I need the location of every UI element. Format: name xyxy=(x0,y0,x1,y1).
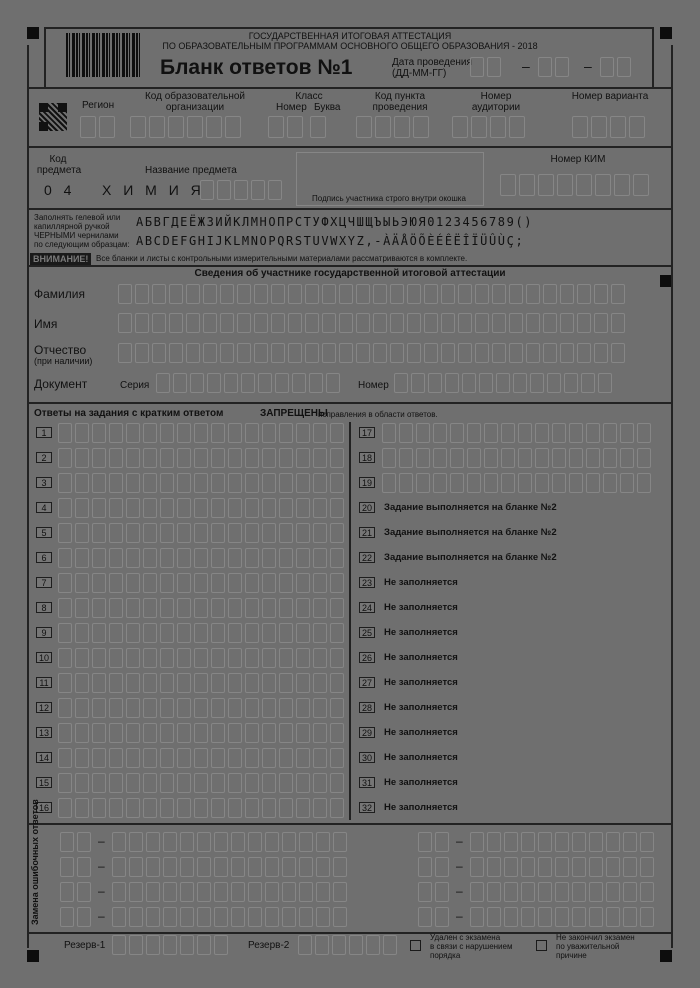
answer-cells[interactable] xyxy=(58,798,344,818)
replacement-number-cells[interactable] xyxy=(60,857,91,877)
answer-note: Не заполняется xyxy=(384,652,458,663)
replacement-dash: – xyxy=(456,884,463,898)
removed-checkbox[interactable] xyxy=(410,940,421,951)
divider xyxy=(27,208,673,210)
date-format-label: (ДД-ММ-ГГ) xyxy=(392,68,447,79)
answer-cells[interactable] xyxy=(58,723,344,743)
replacement-dash: – xyxy=(98,884,105,898)
replacement-answer-cells[interactable] xyxy=(470,857,654,877)
subject-code-value: 0 4 xyxy=(44,182,76,198)
answer-cells[interactable] xyxy=(382,423,651,443)
answer-cells[interactable] xyxy=(58,673,344,693)
answer-number: 2 xyxy=(36,452,52,463)
date-dash: – xyxy=(522,58,530,74)
series-label: Серия xyxy=(120,380,150,391)
reserve-1-label: Резерв-1 xyxy=(64,940,106,951)
subject-name-cells[interactable] xyxy=(200,180,282,200)
participant-section-title: Сведения об участнике государственной итоговой аттестации xyxy=(194,268,506,279)
frame-right-edge xyxy=(671,45,673,948)
answer-cells[interactable] xyxy=(58,423,344,443)
org-code-cells[interactable] xyxy=(130,116,241,138)
point-code-label: Код пункта xyxy=(374,91,426,102)
replacement-label-line1: Замена xyxy=(30,892,40,925)
answer-note: Не заполняется xyxy=(384,752,458,763)
divider xyxy=(27,823,673,825)
reserve-1-cells[interactable] xyxy=(112,935,228,955)
divider xyxy=(27,265,673,267)
replacement-dash: – xyxy=(98,834,105,848)
point-code-cells[interactable] xyxy=(356,116,429,138)
forbidden-note: исправления в области ответов. xyxy=(318,410,438,419)
answer-note: Задание выполняется на бланке №2 xyxy=(384,527,557,538)
removed-text-1: Удален с экзамена xyxy=(430,933,501,942)
answer-number: 29 xyxy=(359,727,375,738)
answer-note: Не заполняется xyxy=(384,702,458,713)
answer-note: Не заполняется xyxy=(384,627,458,638)
answer-number: 9 xyxy=(36,627,52,638)
answer-number: 16 xyxy=(36,802,52,813)
answer-note: Не заполняется xyxy=(384,602,458,613)
answer-number: 30 xyxy=(359,752,375,763)
document-label: Документ xyxy=(34,377,88,391)
registration-marker-bottom-right xyxy=(660,950,672,962)
variant-cells[interactable] xyxy=(572,116,645,138)
answer-number: 21 xyxy=(359,527,375,538)
patronymic-cells[interactable] xyxy=(118,343,625,363)
answer-number: 18 xyxy=(359,452,375,463)
answer-number: 24 xyxy=(359,602,375,613)
room-label-2: аудитории xyxy=(471,102,521,113)
number-label: Номер xyxy=(358,380,389,391)
replacement-answer-cells[interactable] xyxy=(470,907,654,927)
replacement-label xyxy=(30,799,40,925)
qr-code xyxy=(39,103,67,131)
replacement-number-cells[interactable] xyxy=(60,832,91,852)
answer-cells[interactable] xyxy=(58,748,344,768)
answer-cells[interactable] xyxy=(58,448,344,468)
subject-code-label-2: предмета xyxy=(36,165,82,176)
number-cells[interactable] xyxy=(394,373,612,393)
class-label: Класс xyxy=(295,91,323,102)
answer-cells[interactable] xyxy=(58,773,344,793)
forbidden-note-bold: ЗАПРЕЩЕНЫ xyxy=(260,408,328,419)
answer-note: Не заполняется xyxy=(384,802,458,813)
warning-text: Все бланки и листы с контрольными измерительными материалами рассматриваются в комплекте. xyxy=(96,254,468,263)
answer-number: 10 xyxy=(36,652,52,663)
name-label: Имя xyxy=(34,317,58,331)
series-cells[interactable] xyxy=(156,373,340,393)
class-letter-cells[interactable] xyxy=(310,116,326,138)
class-number-cells[interactable] xyxy=(268,116,303,138)
answer-number: 22 xyxy=(359,552,375,563)
not-finished-text-2: по уважительной xyxy=(556,942,620,951)
answer-note: Не заполняется xyxy=(384,777,458,788)
org-code-label-2: организации xyxy=(165,102,225,113)
sample-characters-cyrillic: АБВГДЕЁЖЗИЙКЛМНОПРСТУФХЦЧШЩЪЫЬЭЮЯ0123456789() xyxy=(136,215,534,229)
replacement-answer-cells[interactable] xyxy=(112,857,347,877)
signature-note: Подпись участника строго внутри окошка xyxy=(312,194,466,203)
divider xyxy=(27,146,673,148)
registration-marker-top-right xyxy=(660,27,672,39)
answer-cells[interactable] xyxy=(58,698,344,718)
kim-cells[interactable] xyxy=(500,174,649,196)
date-dash: – xyxy=(584,58,592,74)
barcode xyxy=(66,33,140,77)
reserve-2-cells[interactable] xyxy=(298,935,397,955)
answers-title: Ответы на задания с кратким ответом xyxy=(34,408,224,419)
answer-number: 20 xyxy=(359,502,375,513)
replacement-number-cells[interactable] xyxy=(60,882,91,902)
answer-number: 26 xyxy=(359,652,375,663)
org-code-label: Код образовательной xyxy=(144,91,246,102)
answer-cells[interactable] xyxy=(58,523,344,543)
subject-code-label: Код xyxy=(49,154,67,165)
answer-number: 1 xyxy=(36,427,52,438)
answer-number: 17 xyxy=(359,427,375,438)
registration-marker-bottom-left xyxy=(27,950,39,962)
answer-number: 4 xyxy=(36,502,52,513)
replacement-dash: – xyxy=(456,834,463,848)
replacement-number-cells[interactable] xyxy=(60,907,91,927)
answer-note: Не заполняется xyxy=(384,727,458,738)
patronymic-note: (при наличии) xyxy=(34,356,93,366)
replacement-number-cells[interactable] xyxy=(418,857,449,877)
replacement-answer-cells[interactable] xyxy=(470,882,654,902)
replacement-dash: – xyxy=(456,859,463,873)
answer-cells[interactable] xyxy=(58,623,344,643)
date-cells-day[interactable] xyxy=(470,57,501,77)
answer-number: 8 xyxy=(36,602,52,613)
replacement-answer-cells[interactable] xyxy=(112,907,347,927)
answer-cells[interactable] xyxy=(58,498,344,518)
answer-cells[interactable] xyxy=(58,548,344,568)
surname-label: Фамилия xyxy=(34,287,85,301)
answer-number: 25 xyxy=(359,627,375,638)
removed-text-2: в связи с нарушением xyxy=(430,942,513,951)
answer-number: 7 xyxy=(36,577,52,588)
answer-number: 11 xyxy=(36,677,52,688)
patronymic-label: Отчество xyxy=(34,343,87,357)
answer-note: Задание выполняется на бланке №2 xyxy=(384,552,557,563)
header-title-line2: ПО ОБРАЗОВАТЕЛЬНЫМ ПРОГРАММАМ ОСНОВНОГО ОБЩЕГО ОБРАЗОВАНИЯ - 2018 xyxy=(162,41,538,51)
replacement-dash: – xyxy=(98,909,105,923)
answer-cells[interactable] xyxy=(58,648,344,668)
removed-text-3: порядка xyxy=(430,951,461,960)
region-cells[interactable] xyxy=(80,116,115,138)
name-cells[interactable] xyxy=(118,313,625,333)
answer-number: 23 xyxy=(359,577,375,588)
replacement-number-cells[interactable] xyxy=(418,907,449,927)
answer-note: Задание выполняется на бланке №2 xyxy=(384,502,557,513)
answers-column-divider xyxy=(349,422,351,820)
registration-marker-top-left xyxy=(27,27,39,39)
answer-number: 32 xyxy=(359,802,375,813)
divider xyxy=(27,402,673,404)
class-number-label: Номер xyxy=(276,102,307,113)
replacement-answer-cells[interactable] xyxy=(470,832,654,852)
answer-number: 31 xyxy=(359,777,375,788)
subject-name-label: Название предмета xyxy=(145,165,237,176)
not-finished-text-1: Не закончил экзамен xyxy=(556,933,635,942)
room-cells[interactable] xyxy=(452,116,525,138)
header-title-line1: ГОСУДАРСТВЕННАЯ ИТОГОВАЯ АТТЕСТАЦИЯ xyxy=(248,31,452,41)
frame-left-edge xyxy=(27,45,29,948)
answer-note: Не заполняется xyxy=(384,677,458,688)
answer-number: 15 xyxy=(36,777,52,788)
answer-cells[interactable] xyxy=(58,598,344,618)
replacement-label-line2: ошибочных ответов xyxy=(30,799,40,890)
answer-note: Не заполняется xyxy=(384,577,458,588)
answer-number: 19 xyxy=(359,477,375,488)
not-finished-text-3: причине xyxy=(556,951,587,960)
divider xyxy=(27,87,673,89)
replacement-number-cells[interactable] xyxy=(418,832,449,852)
answer-number: 13 xyxy=(36,727,52,738)
answer-cells[interactable] xyxy=(58,573,344,593)
instruction-line: ЧЕРНЫМИ чернилами xyxy=(34,231,119,240)
replacement-answer-cells[interactable] xyxy=(112,832,347,852)
answer-number: 14 xyxy=(36,752,52,763)
kim-label: Номер КИМ xyxy=(550,154,606,165)
date-cells-month[interactable] xyxy=(538,57,569,77)
replacement-answer-cells[interactable] xyxy=(112,882,347,902)
warning-label: ВНИМАНИЕ! xyxy=(30,253,91,265)
replacement-number-cells[interactable] xyxy=(418,882,449,902)
variant-label: Номер варианта xyxy=(571,91,649,102)
not-finished-checkbox[interactable] xyxy=(536,940,547,951)
answer-number: 3 xyxy=(36,477,52,488)
date-label: Дата проведения xyxy=(392,57,472,68)
answer-number: 5 xyxy=(36,527,52,538)
answer-number: 12 xyxy=(36,702,52,713)
instruction-line: по следующим образцам: xyxy=(34,240,130,249)
replacement-dash: – xyxy=(456,909,463,923)
surname-cells[interactable] xyxy=(118,284,625,304)
region-label: Регион xyxy=(82,100,115,111)
instruction-line: капиллярной ручкой xyxy=(34,222,110,231)
class-letter-label: Буква xyxy=(314,102,341,113)
answer-cells[interactable] xyxy=(382,473,651,493)
answer-cells[interactable] xyxy=(382,448,651,468)
date-cells-year[interactable] xyxy=(600,57,631,77)
reserve-2-label: Резерв-2 xyxy=(248,940,290,951)
form-title: Бланк ответов №1 xyxy=(160,56,353,79)
sample-characters-latin: ABCDEFGHIJKLMNOPQRSTUVWXYZ,-ÀÄÅÖÕÈÉÊËÎÏÜÛÙÇ; xyxy=(136,234,525,248)
point-code-label-2: проведения xyxy=(372,102,428,113)
subject-name-value: Х И М И Я xyxy=(102,182,205,198)
answer-number: 27 xyxy=(359,677,375,688)
answer-number: 28 xyxy=(359,702,375,713)
answer-cells[interactable] xyxy=(58,473,344,493)
replacement-dash: – xyxy=(98,859,105,873)
answer-number: 6 xyxy=(36,552,52,563)
room-label: Номер xyxy=(480,91,512,102)
instruction-line: Заполнять гелевой или xyxy=(34,213,121,222)
